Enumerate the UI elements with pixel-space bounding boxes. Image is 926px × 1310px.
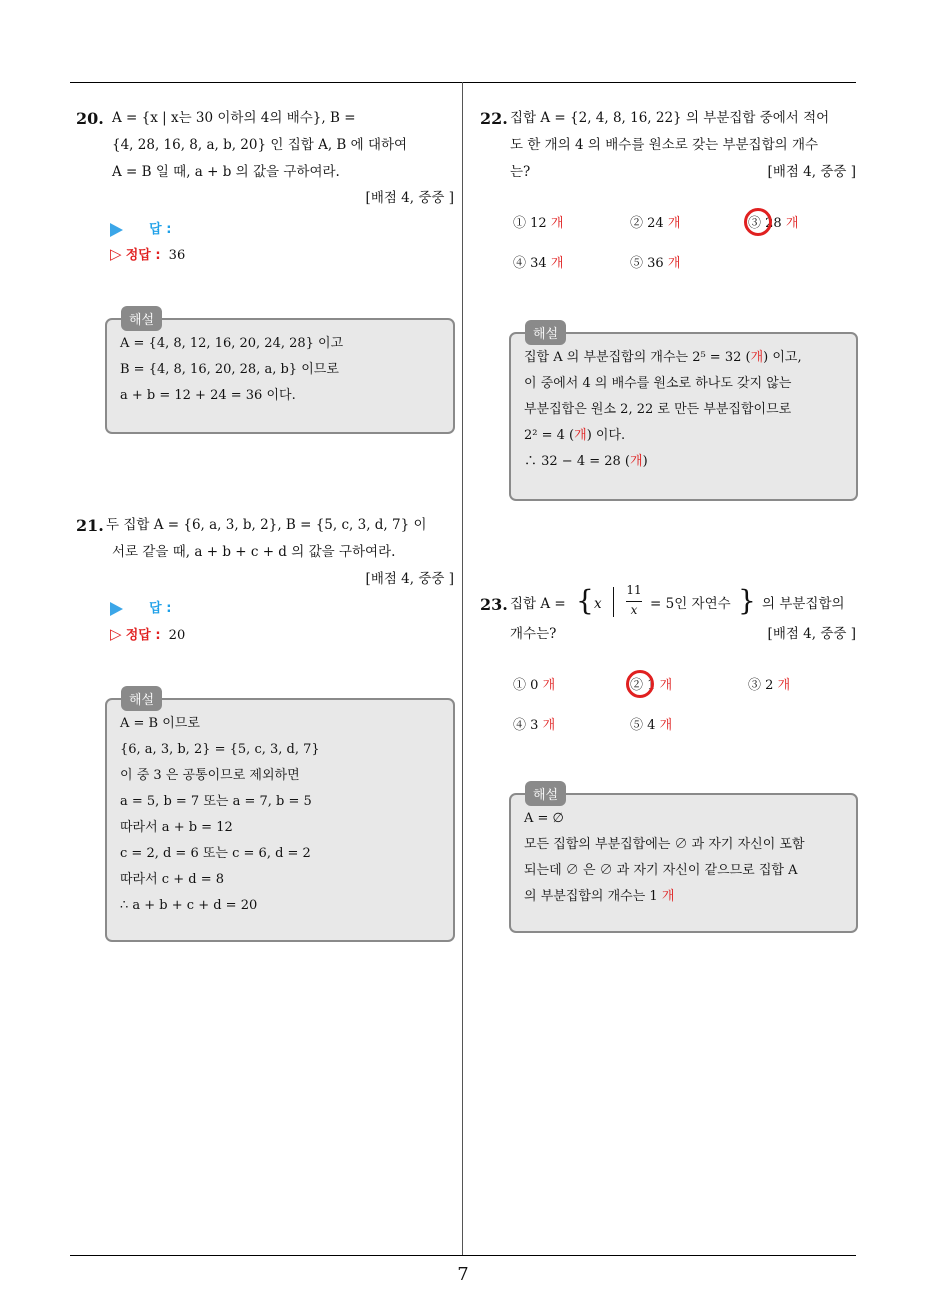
choice-unit: 개 [550, 256, 564, 271]
question-text-line: 는? [510, 164, 531, 180]
score-label: [배점 4, 중중 ] [767, 164, 856, 180]
correct-answer-row [110, 624, 185, 643]
choice-mark: ③ [748, 678, 762, 693]
correct-answer-label: 정답 : [125, 248, 161, 263]
explanation-line: 집합 A 의 부분집합의 개수는 2⁵ = 32 (개) 이고, [524, 350, 802, 365]
explanation-line: a + b = 12 + 24 = 36 이다. [120, 388, 296, 403]
explanation-box [105, 313, 455, 434]
choice-5[interactable] [630, 252, 680, 271]
question-21 [76, 512, 454, 592]
explanation-line: 2² = 4 (개) 이다. [524, 428, 626, 443]
choice-value: 0 [530, 678, 539, 693]
column-divider [462, 82, 463, 1256]
choice-1[interactable] [513, 674, 555, 693]
score-label: [배점 4, 중중 ] [365, 571, 454, 587]
explanation-line: 이 중에서 4 의 배수를 원소로 하나도 갖지 않는 [524, 376, 792, 391]
play-icon [110, 223, 123, 237]
question-text-line: 집합 A = { x 11 x = 5인 자연수 } 의 부분집합의 [510, 583, 845, 617]
play-icon [110, 602, 123, 616]
choice-2[interactable] [630, 674, 672, 693]
choice-mark: ① [513, 678, 527, 693]
choice-4[interactable] [513, 252, 563, 271]
choice-mark: ② [630, 678, 644, 693]
choice-unit: 개 [667, 216, 681, 231]
choice-5[interactable] [630, 714, 672, 733]
explanation-line: 부분집합은 원소 2, 22 로 만든 부분집합이므로 [524, 402, 792, 417]
explanation-line: ∴ 32 − 4 = 28 (개) [524, 454, 648, 469]
choice-value: 28 [765, 216, 782, 231]
explanation-line: ∴ a + b + c + d = 20 [120, 898, 258, 913]
explanation-line: 되는데 ∅ 은 ∅ 과 자기 자신이 같으므로 집합 A [524, 863, 798, 878]
correct-answer-value: 36 [168, 248, 186, 263]
explanation-line: A = ∅ [524, 811, 564, 826]
answer-row [110, 218, 171, 237]
choice-mark: ④ [513, 718, 527, 733]
explanation-box [509, 327, 858, 501]
correct-answer-label: 정답 : [125, 628, 161, 643]
explanation-box [509, 788, 858, 933]
answer-row [110, 597, 171, 616]
choice-unit: 개 [659, 718, 673, 733]
question-number: 22. [480, 109, 508, 128]
explanation-line: A = B 이므로 [120, 716, 200, 731]
choice-unit: 개 [542, 678, 556, 693]
question-number: 20. [76, 109, 104, 128]
choice-value: 36 [647, 256, 664, 271]
question-text-line: 도 한 개의 4 의 배수를 원소로 갖는 부분집합의 개수 [510, 137, 819, 153]
choice-unit: 개 [659, 678, 673, 693]
choice-2[interactable] [630, 212, 680, 231]
choice-value: 3 [530, 718, 539, 733]
choice-list [513, 674, 853, 734]
choice-unit: 개 [667, 256, 681, 271]
choice-mark: ⑤ [630, 718, 644, 733]
choice-value: 24 [647, 216, 664, 231]
choice-value: 34 [530, 256, 547, 271]
question-text-line: 개수는? [510, 626, 557, 642]
question-text-line: A = B 일 때, a + b 의 값을 구하여라. [112, 164, 340, 180]
question-23 [480, 585, 856, 655]
explanation-line: 따라서 a + b = 12 [120, 820, 233, 835]
explanation-tag: 해설 [525, 781, 566, 806]
choice-mark: ③ [748, 216, 762, 231]
correct-answer-row [110, 244, 185, 263]
explanation-tag: 해설 [525, 320, 566, 345]
choice-list [513, 212, 853, 272]
explanation-line: A = {4, 8, 12, 16, 20, 24, 28} 이고 [120, 336, 344, 351]
question-text-line: 두 집합 A = {6, a, 3, b, 2}, B = {5, c, 3, d, 7} 이 [106, 517, 427, 533]
page-number: 7 [457, 1264, 469, 1285]
selected-circle-icon [626, 670, 654, 698]
explanation-line: c = 2, d = 6 또는 c = 6, d = 2 [120, 846, 311, 861]
explanation-line: 따라서 c + d = 8 [120, 872, 224, 887]
question-text-line: A = {x | x는 30 이하의 4의 배수}, B = [112, 110, 356, 126]
answer-label: 답 : [149, 601, 172, 616]
top-rule [70, 82, 856, 83]
explanation-box [105, 693, 455, 942]
explanation-line: B = {4, 8, 16, 20, 28, a, b} 이므로 [120, 362, 339, 377]
selected-circle-icon [744, 208, 772, 236]
explanation-line: a = 5, b = 7 또는 a = 7, b = 5 [120, 794, 312, 809]
question-20 [76, 105, 454, 215]
choice-unit: 개 [777, 678, 791, 693]
answer-label: 답 : [149, 222, 172, 237]
choice-value: 2 [765, 678, 774, 693]
choice-mark: ⑤ [630, 256, 644, 271]
choice-4[interactable] [513, 714, 555, 733]
question-number: 21. [76, 516, 104, 535]
choice-mark: ② [630, 216, 644, 231]
choice-mark: ④ [513, 256, 527, 271]
choice-value: 1 [647, 678, 656, 693]
choice-3[interactable] [748, 212, 798, 231]
question-22 [480, 105, 856, 185]
choice-unit: 개 [785, 216, 799, 231]
bottom-rule [70, 1255, 856, 1256]
question-text-line: 집합 A = {2, 4, 8, 16, 22} 의 부분집합 중에서 적어 [510, 110, 830, 126]
choice-unit: 개 [550, 216, 564, 231]
choice-unit: 개 [542, 718, 556, 733]
choice-mark: ① [513, 216, 527, 231]
choice-1[interactable] [513, 212, 563, 231]
triangle-outline-icon: ▷ [110, 245, 122, 263]
explanation-line: 모든 집합의 부분집합에는 ∅ 과 자기 자신이 포함 [524, 837, 805, 852]
choice-3[interactable] [748, 674, 790, 693]
question-number: 23. [480, 595, 508, 614]
explanation-line: {6, a, 3, b, 2} = {5, c, 3, d, 7} [120, 742, 320, 757]
choice-value: 12 [530, 216, 547, 231]
choice-value: 4 [647, 718, 656, 733]
question-text-line: 서로 같을 때, a + b + c + d 의 값을 구하여라. [112, 544, 396, 560]
triangle-outline-icon: ▷ [110, 625, 122, 643]
score-label: [배점 4, 중중 ] [365, 190, 454, 206]
explanation-line: 의 부분집합의 개수는 1 개 [524, 889, 675, 904]
question-text-line: {4, 28, 16, 8, a, b, 20} 인 집합 A, B 에 대하여 [112, 137, 408, 153]
explanation-tag: 해설 [121, 306, 162, 331]
explanation-tag: 해설 [121, 686, 162, 711]
explanation-line: 이 중 3 은 공통이므로 제외하면 [120, 768, 300, 783]
correct-answer-value: 20 [168, 628, 186, 643]
score-label: [배점 4, 중중 ] [767, 626, 856, 642]
